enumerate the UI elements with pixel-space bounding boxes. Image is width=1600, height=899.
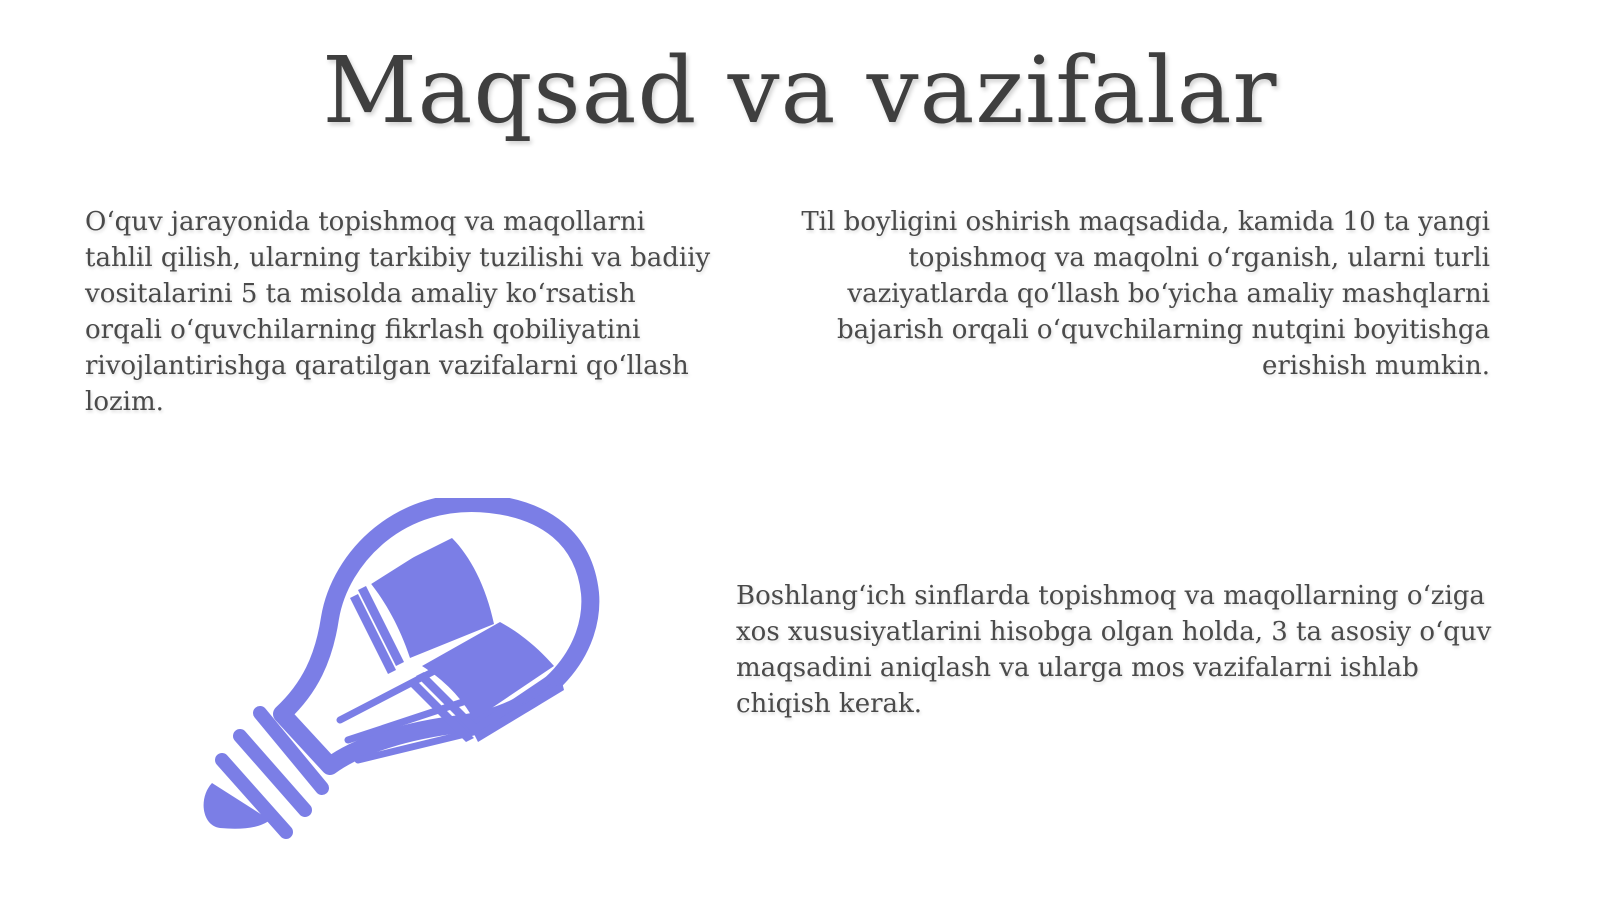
paragraph-left: O‘quv jarayonida topishmoq va maqollarni tahlil qilish, ularning tarkibiy tuzilishi va badiiy vositalarini 5 ta misolda amaliy ko‘rsatish orqali o‘quvchilarning fikrlash qobiliyatini rivojlantirishga qaratilgan vazifalarni qo‘llash lozim. bbox=[85, 207, 711, 417]
paragraph-right: Til boyligini oshirish maqsadida, kamida 10 ta yangi topishmoq va maqolni o‘rganish, ularni turli vaziyatlarda qo‘llash bo‘yicha amaliy mashqlarni bajarish orqali o‘quvchilarning nutqini boyitishga erishish mumkin. bbox=[801, 207, 1490, 381]
slide-title: Maqsad va vazifalar bbox=[322, 37, 1278, 144]
lightbulb-book-icon bbox=[190, 498, 630, 858]
paragraph-bottom: Boshlang‘ich sinflarda topishmoq va maqollarning o‘ziga xos xususiyatlarini hisobga olgan holda, 3 ta asosiy o‘quv maqsadini aniqlash va ularga mos vazifalarni ishlab chiqish kerak. bbox=[736, 581, 1492, 719]
